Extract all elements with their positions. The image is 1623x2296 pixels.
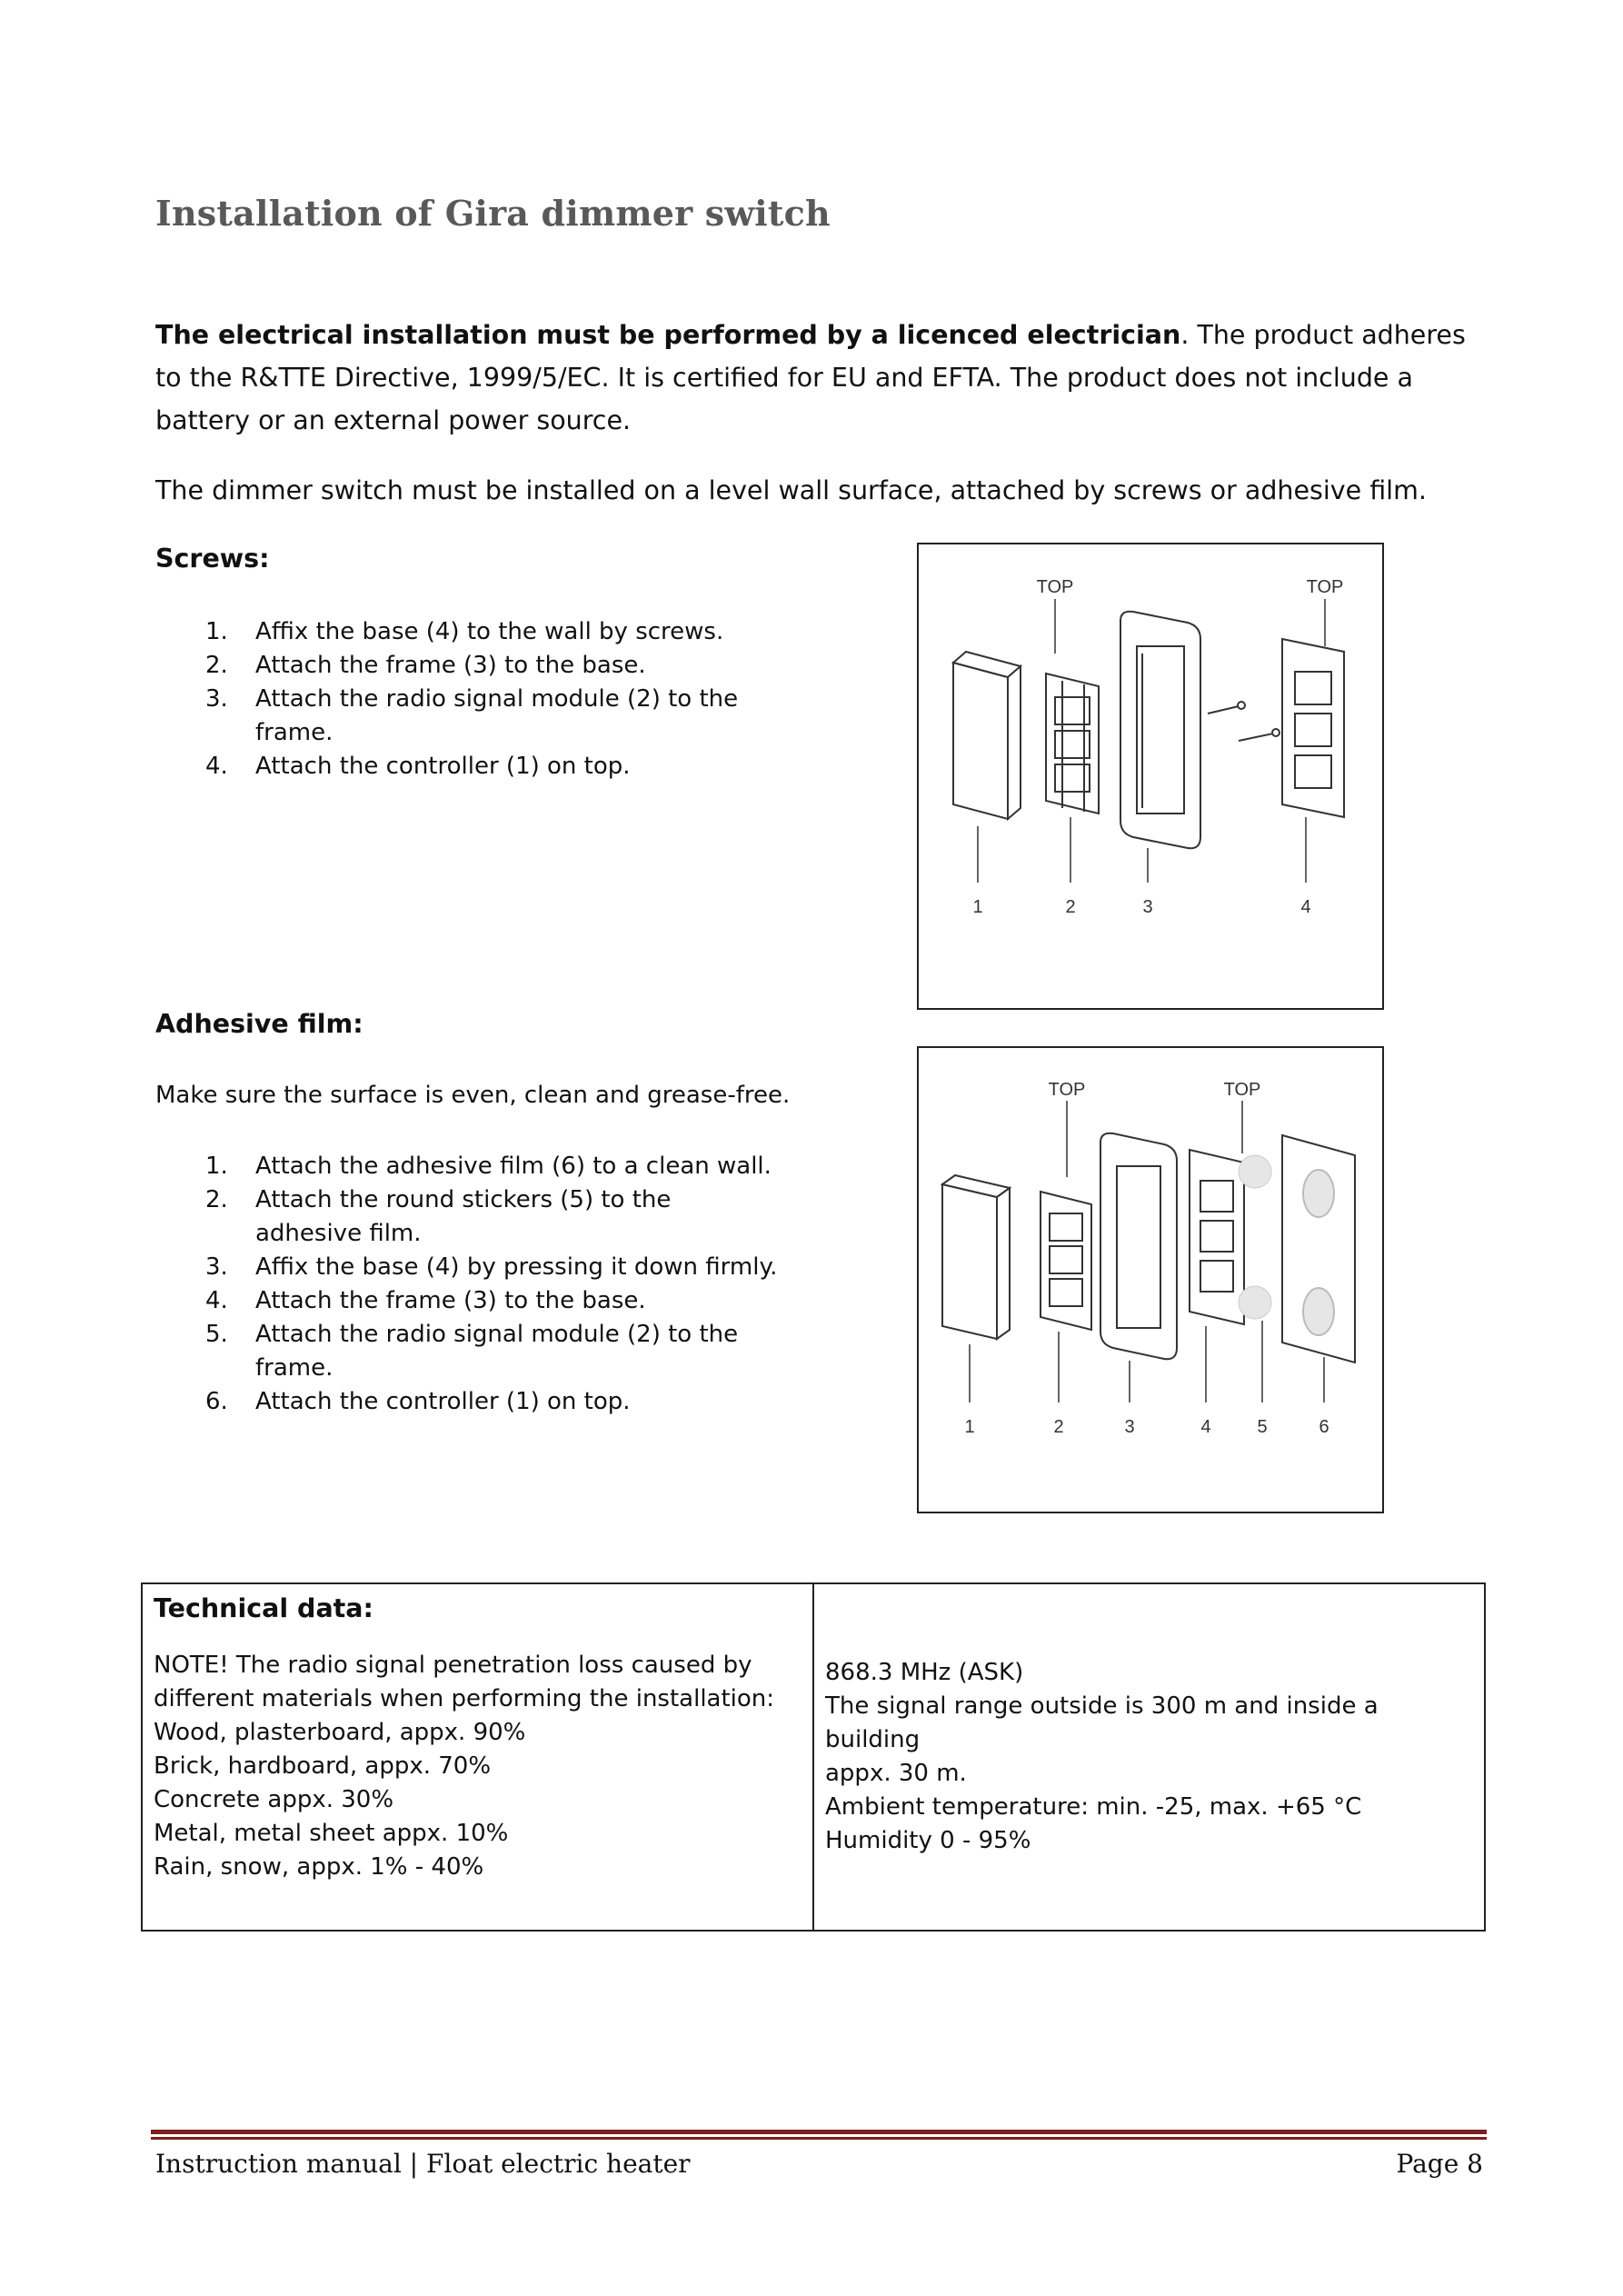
part-label: 3 — [1124, 1417, 1135, 1437]
list-item: 5. Attach the radio signal module (2) to the frame. — [205, 1321, 739, 1382]
intro-bold: The electrical installation must be performed by a licenced electrician — [155, 320, 1181, 350]
screws-diagram-svg — [919, 544, 1382, 1008]
screws-steps — [155, 615, 810, 784]
part-label: 2 — [1065, 897, 1076, 917]
screw-icon — [1208, 702, 1279, 741]
page-title: Installation of Gira dimmer switch — [155, 193, 831, 234]
top-label: TOP — [1036, 577, 1074, 597]
frame-part — [1120, 612, 1200, 849]
mounting-note: The dimmer switch must be installed on a level wall surface, attached by screws or adhesive film. — [155, 475, 1427, 505]
list-item: 1. Affix the base (4) to the wall by screws. — [205, 618, 724, 645]
part-label: 4 — [1200, 1417, 1211, 1437]
radio-module-part — [1046, 674, 1099, 814]
top-label: TOP — [1048, 1080, 1086, 1100]
tech-line: Ambient temperature: min. -25, max. +65 °C — [825, 1793, 1362, 1821]
part-label: 5 — [1257, 1417, 1268, 1437]
list-item: 6. Attach the controller (1) on top. — [205, 1388, 631, 1415]
tech-line: Rain, snow, appx. 1% - 40% — [154, 1853, 484, 1881]
technical-right-cell — [813, 1583, 1485, 1931]
technical-heading: Technical data: — [154, 1593, 373, 1623]
frame-part — [1100, 1133, 1177, 1360]
tech-line: 868.3 MHz (ASK) — [825, 1659, 1024, 1686]
screws-diagram — [917, 543, 1384, 1010]
adhesive-diagram — [917, 1046, 1384, 1513]
tech-line: NOTE! The radio signal penetration loss caused by — [154, 1652, 752, 1679]
adhesive-film-part — [1282, 1135, 1355, 1363]
intro-paragraph — [155, 314, 1473, 442]
part-label: 1 — [972, 897, 983, 917]
footer-document-title: Instruction manual | Float electric heater — [155, 2149, 691, 2179]
screws-heading: Screws: — [155, 544, 270, 574]
top-label: TOP — [1306, 577, 1344, 597]
footer-rule — [151, 2137, 1487, 2140]
list-item: 3. Affix the base (4) by pressing it down firmly. — [205, 1253, 778, 1281]
base-part — [1190, 1150, 1244, 1324]
tech-line: The signal range outside is 300 m and inside a building — [825, 1692, 1379, 1753]
technical-data-table — [141, 1582, 1486, 1932]
part-label: 4 — [1300, 897, 1311, 917]
adhesive-steps — [155, 1150, 810, 1419]
tech-line: Wood, plasterboard, appx. 90% — [154, 1719, 526, 1746]
footer-page-number: Page 8 — [1396, 2149, 1483, 2179]
tech-line: different materials when performing the installation: — [154, 1685, 775, 1712]
list-item: 1. Attach the adhesive film (6) to a clean wall. — [205, 1153, 772, 1180]
adhesive-note: Make sure the surface is even, clean and grease-free. — [155, 1082, 791, 1109]
radio-module-part — [1041, 1192, 1091, 1330]
tech-line: appx. 30 m. — [825, 1760, 967, 1787]
tech-line: Brick, hardboard, appx. 70% — [154, 1752, 492, 1780]
part-label: 6 — [1319, 1417, 1329, 1437]
controller-part — [942, 1175, 1010, 1339]
adhesive-diagram-svg — [919, 1048, 1382, 1512]
list-item: 4. Attach the controller (1) on top. — [205, 753, 631, 780]
footer-rule — [151, 2130, 1487, 2134]
base-part — [1282, 639, 1344, 817]
tech-line: Metal, metal sheet appx. 10% — [154, 1820, 509, 1847]
technical-left-cell — [142, 1583, 813, 1931]
part-label: 3 — [1142, 897, 1153, 917]
list-item: 4. Attach the frame (3) to the base. — [205, 1287, 646, 1314]
list-item: 2. Attach the frame (3) to the base. — [205, 652, 646, 679]
tech-line: Humidity 0 - 95% — [825, 1827, 1031, 1854]
intro-rest: . The product adheres to the R&TTE Directive, 1999/5/EC. It is certified for EU and EFTA. The product does not include a battery or an external power source. — [155, 320, 1466, 435]
part-label: 1 — [964, 1417, 975, 1437]
top-label: TOP — [1223, 1080, 1261, 1100]
controller-part — [953, 652, 1021, 819]
tech-line: Concrete appx. 30% — [154, 1786, 394, 1813]
adhesive-heading: Adhesive film: — [155, 1009, 363, 1039]
list-item: 2. Attach the round stickers (5) to the adhesive film. — [205, 1186, 672, 1247]
list-item: 3. Attach the radio signal module (2) to the frame. — [205, 685, 739, 746]
part-label: 2 — [1053, 1417, 1064, 1437]
